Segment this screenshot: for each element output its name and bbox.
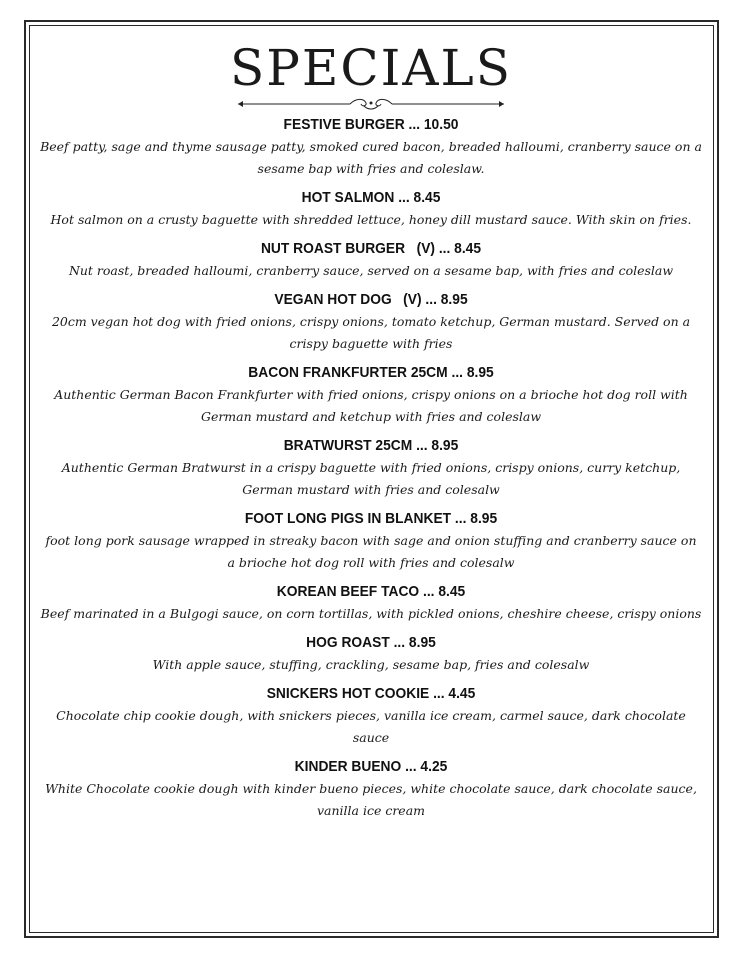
item-heading: BRATWURST 25CM ... 8.95 (283, 437, 459, 454)
item-heading: FESTIVE BURGER ... 10.50 (283, 116, 459, 133)
item-description: Beef marinated in a Bulgogi sauce, on corn tortillas, with pickled onions, cheshire cheese, crispy onions (40, 606, 702, 621)
specials-list (40, 114, 702, 822)
item-price: 8.95 (431, 437, 459, 454)
item-price: 4.25 (420, 758, 448, 775)
item-name: HOG ROAST (306, 634, 390, 651)
item-price: 8.95 (470, 510, 498, 527)
item-price: 8.95 (466, 364, 494, 381)
item-heading: FOOT LONG PIGS IN BLANKET ... 8.95 (244, 510, 498, 527)
menu-item (40, 683, 702, 749)
item-price: 8.45 (413, 189, 441, 206)
menu-item (40, 508, 702, 574)
item-description: Hot salmon on a crusty baguette with shredded lettuce, honey dill mustard sauce. With skin on fries. (50, 212, 692, 227)
item-description: Beef patty, sage and thyme sausage patty, smoked cured bacon, breaded halloumi, cranberry sauce on a sesame bap with fries and coleslaw. (40, 139, 702, 176)
item-description: With apple sauce, stuffing, crackling, sesame bap, fries and colesalw (152, 657, 590, 672)
item-name: SNICKERS HOT COOKIE (266, 685, 430, 702)
item-description: White Chocolate cookie dough with kinder bueno pieces, white chocolate sauce, dark chocolate sauce, vanilla ice cream (45, 781, 697, 818)
item-heading: BACON FRANKFURTER 25CM ... 8.95 (248, 364, 494, 381)
menu-item (40, 187, 702, 231)
item-name: KINDER BUENO (294, 758, 402, 775)
menu-item (40, 435, 702, 501)
item-price: 10.50 (423, 116, 459, 133)
item-heading: NUT ROAST BURGER (V) ... 8.45 (260, 240, 482, 257)
menu-item (40, 632, 702, 676)
item-name: FOOT LONG PIGS IN BLANKET (244, 510, 452, 527)
item-description: Authentic German Bratwurst in a crispy baguette with fried onions, crispy onions, curry ketchup, German mustard with fries and colesalw (61, 460, 681, 497)
item-description: Authentic German Bacon Frankfurter with fried onions, crispy onions on a brioche hot dog roll with German mustard and ketchup with fries and coleslaw (54, 387, 688, 424)
item-description: Nut roast, breaded halloumi, cranberry sauce, served on a sesame bap, with fries and coleslaw (68, 263, 674, 278)
item-heading: KOREAN BEEF TACO ... 8.45 (276, 583, 466, 600)
item-heading: KINDER BUENO ... 4.25 (294, 758, 448, 775)
item-name: HOT SALMON (301, 189, 395, 206)
divider-ornament-icon (238, 96, 504, 112)
item-name: BRATWURST 25CM (283, 437, 413, 454)
item-price: 8.95 (440, 291, 468, 308)
menu-item (40, 362, 702, 428)
item-name: FESTIVE BURGER (283, 116, 405, 133)
item-heading: SNICKERS HOT COOKIE ... 4.45 (266, 685, 476, 702)
item-name: NUT ROAST BURGER (V) (260, 240, 435, 257)
menu-item (40, 238, 702, 282)
item-description: 20cm vegan hot dog with fried onions, crispy onions, tomato ketchup, German mustard. Served on a crispy baguette with fries (51, 314, 691, 351)
item-name: VEGAN HOT DOG (V) (274, 291, 422, 308)
item-heading: VEGAN HOT DOG (V) ... 8.95 (274, 291, 468, 308)
menu-item (40, 756, 702, 822)
item-heading: HOG ROAST ... 8.95 (306, 634, 436, 651)
item-name: BACON FRANKFURTER 25CM (248, 364, 448, 381)
item-price: 8.95 (408, 634, 436, 651)
item-description: Chocolate chip cookie dough, with snickers pieces, vanilla ice cream, carmel sauce, dark chocolate sauce (56, 708, 686, 745)
menu-item (40, 581, 702, 625)
menu-item (40, 289, 702, 355)
item-description: foot long pork sausage wrapped in streaky bacon with sage and onion stuffing and cranberry sauce on a brioche hot dog roll with fries and colesalw (45, 533, 697, 570)
menu-title: SPECIALS (230, 39, 512, 97)
item-heading: HOT SALMON ... 8.45 (301, 189, 441, 206)
item-price: 4.45 (448, 685, 476, 702)
menu-item (40, 114, 702, 180)
item-price: 8.45 (454, 240, 482, 257)
item-price: 8.45 (438, 583, 466, 600)
item-name: KOREAN BEEF TACO (276, 583, 420, 600)
